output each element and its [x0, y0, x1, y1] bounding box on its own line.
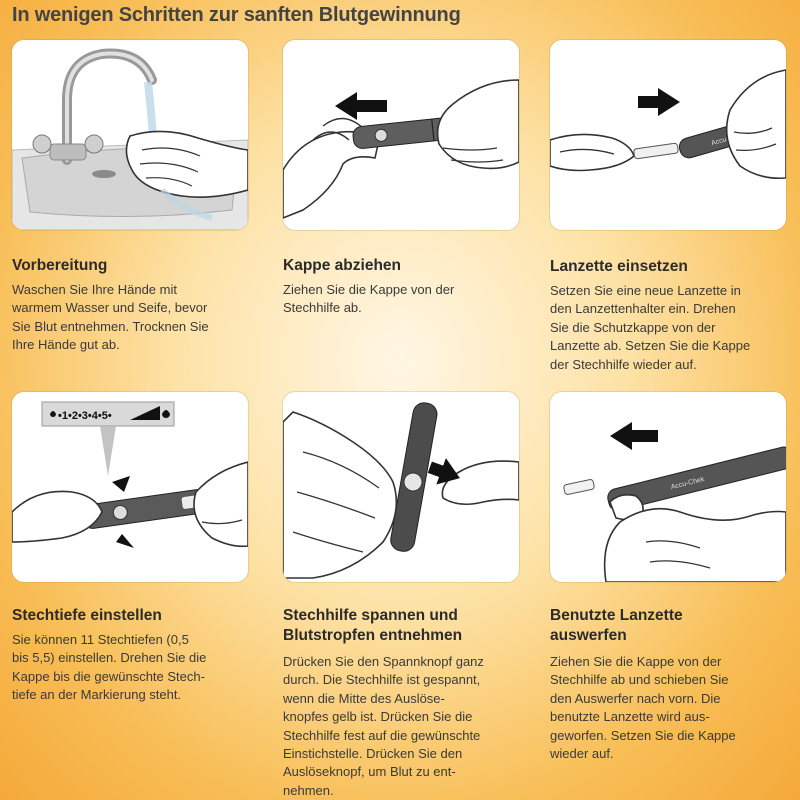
hand-washing-icon — [12, 40, 248, 230]
step-3-illustration — [550, 40, 786, 230]
step-3-title: Lanzette einsetzen — [550, 258, 688, 275]
step-4-illustration — [12, 392, 248, 582]
step-6-title: Benutzte Lanzette auswerfen — [550, 607, 683, 644]
step-1-text: Waschen Sie Ihre Hände mit warmem Wasser und Seife, bevor Sie Blut entnehmen. Trocknen Sie Ihre Hände gut ab. — [12, 282, 209, 353]
step-3-text: Setzen Sie eine neue Lanzette in den Lanzettenhalter ein. Drehen Sie die Schutzkappe von der Lanzette ab. Setzen Sie die Kappe der Stechhilfe wieder auf. — [550, 283, 751, 372]
step-4-title: Stechtiefe einstellen — [12, 607, 162, 624]
page-title: In wenigen Schritten zur sanften Blutgewinnung — [12, 4, 461, 26]
depth-scale-label: •1•2•3•4•5• — [58, 410, 112, 422]
eject-lancet-icon — [550, 392, 786, 582]
step-5-text: Drücken Sie den Spannknopf ganz durch. Die Stechhilfe ist gespannt, wenn die Mitte des Auslöse- knopfes gelb ist. Drücken Sie die Stechhilfe fest auf die gewünschte Einstichstelle. Drücken Sie den Auslöseknopf, um Blut zu ent- nehmen. — [283, 654, 484, 798]
step-5-illustration — [283, 392, 519, 582]
step-6-illustration — [550, 392, 786, 582]
step-2-text: Ziehen Sie die Kappe von der Stechhilfe ab. — [283, 282, 455, 316]
prime-and-lance-icon — [283, 392, 519, 582]
step-2-illustration — [283, 40, 519, 230]
step-1-title: Vorbereitung — [12, 257, 108, 274]
depth-dial-icon — [12, 392, 248, 582]
cap-removal-icon — [283, 40, 519, 230]
step-4-text: Sie können 11 Stechtiefen (0,5 bis 5,5) einstellen. Drehen Sie die Kappe bis die gewünschte Stech- tiefe an der Markierung steht. — [12, 632, 207, 703]
step-1-illustration — [12, 40, 248, 230]
step-2-title: Kappe abziehen — [283, 257, 401, 274]
device-label-2: Accu-Chek — [670, 476, 706, 492]
step-6-text: Ziehen Sie die Kappe von der Stechhilfe ab und schieben Sie den Auswerfer nach vorn. Die benutzte Lanzette wird aus- geworfen. Setzen Sie die Kappe wieder auf. — [550, 654, 736, 762]
lancet-insert-icon — [550, 40, 786, 230]
step-5-title: Stechhilfe spannen und Blutstropfen entnehmen — [283, 607, 463, 644]
